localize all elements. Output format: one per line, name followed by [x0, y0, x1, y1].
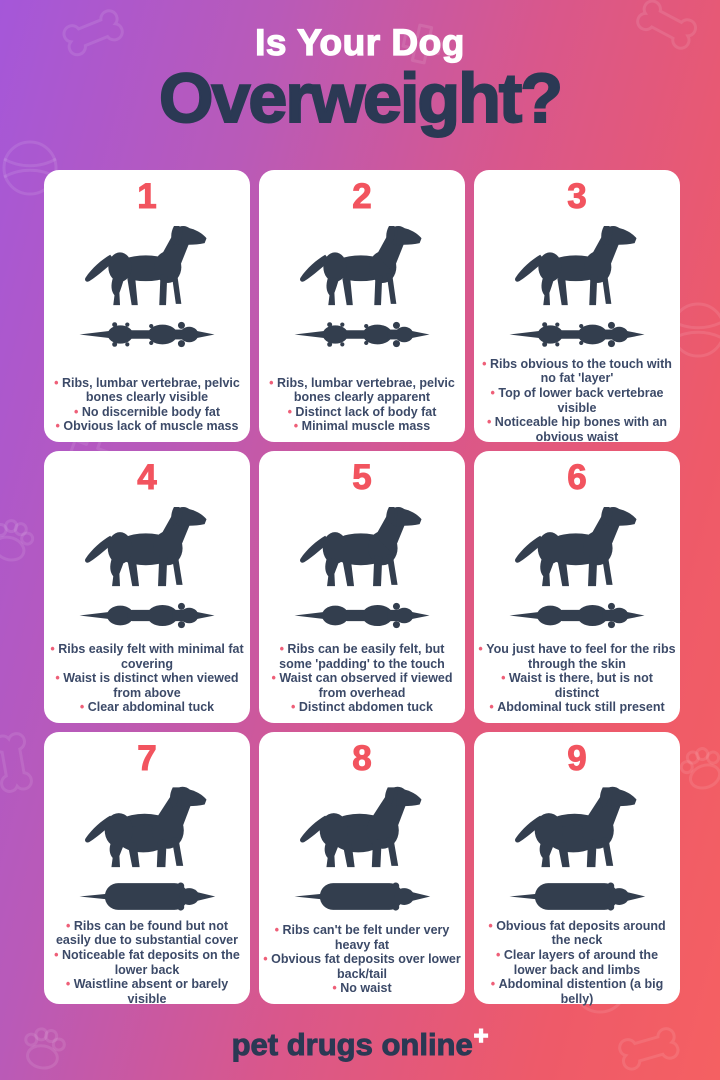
bullet-item: • Obvious fat deposits around the neck [478, 919, 676, 948]
score-number: 8 [352, 739, 372, 778]
bcs-card-9 [474, 732, 680, 1004]
dog-side-silhouette [501, 499, 653, 591]
score-number: 4 [137, 458, 157, 497]
bullet-item: • Waistline absent or barely visible [48, 977, 246, 1006]
title-line-1: Is Your Dog [255, 22, 465, 63]
bullet-item: • Minimal muscle mass [263, 419, 461, 434]
bullet-list [263, 376, 461, 435]
bullet-item: • Abdominal distention (a big belly) [478, 977, 676, 1006]
bullet-item: • Waist can observed if viewed from overhead [263, 671, 461, 700]
bcs-card-2 [259, 170, 465, 442]
bullet-item: • You just have to feel for the ribs through the skin [478, 642, 676, 671]
poster-header [0, 22, 720, 137]
dog-side-silhouette [71, 499, 223, 591]
bullet-item: • Distinct lack of body fat [263, 405, 461, 420]
bullet-list [48, 642, 246, 715]
dog-top-silhouette [286, 874, 438, 919]
bullet-item: • Ribs obvious to the touch with no fat 'layer' [478, 357, 676, 386]
dog-side-silhouette [501, 780, 653, 872]
dog-side-silhouette [286, 218, 438, 310]
bcs-card-1 [44, 170, 250, 442]
dog-top-silhouette [71, 312, 223, 357]
bullet-list [478, 642, 676, 715]
bullet-item: • Waist is distinct when viewed from above [48, 671, 246, 700]
score-number: 2 [352, 177, 372, 216]
score-number: 3 [567, 177, 587, 216]
dog-top-silhouette [286, 312, 438, 357]
dog-top-silhouette [286, 593, 438, 638]
bullet-item: • Abdominal tuck still present [478, 700, 676, 715]
dog-top-silhouette [501, 874, 653, 919]
bullet-item: • No discernible body fat [48, 405, 246, 420]
score-number: 7 [137, 739, 157, 778]
bullet-item: • Ribs can be found but not easily due to substantial cover [48, 919, 246, 948]
score-number: 9 [567, 739, 587, 778]
bullet-item: • Obvious fat deposits over lower back/tail [263, 952, 461, 981]
bcs-card-4 [44, 451, 250, 723]
dog-side-silhouette [286, 780, 438, 872]
dog-top-silhouette [501, 312, 653, 357]
dog-top-silhouette [71, 874, 223, 919]
dog-top-silhouette [71, 593, 223, 638]
dog-side-silhouette [286, 499, 438, 591]
bullet-item: • Distinct abdomen tuck [263, 700, 461, 715]
bullet-list [48, 919, 246, 1007]
bullet-list [263, 923, 461, 996]
bullet-item: • Waist is there, but is not distinct [478, 671, 676, 700]
bullet-item: • Top of lower back vertebrae visible [478, 386, 676, 415]
bcs-card-5 [259, 451, 465, 723]
dog-side-silhouette [71, 780, 223, 872]
bullet-list [48, 376, 246, 435]
bullet-list [478, 357, 676, 445]
bullet-item: • Clear layers of around the lower back and limbs [478, 948, 676, 977]
bullet-list [478, 919, 676, 1007]
logo-text: pet drugs online [231, 1027, 473, 1062]
plus-icon: + [473, 1022, 489, 1050]
bullet-item: • Ribs, lumbar vertebrae, pelvic bones clearly apparent [263, 376, 461, 405]
page-title: Overweight? [159, 59, 561, 137]
dog-side-silhouette [501, 218, 653, 310]
bullet-item: • Obvious lack of muscle mass [48, 419, 246, 434]
bcs-card-8 [259, 732, 465, 1004]
dog-side-silhouette [71, 218, 223, 310]
brand-logo [0, 1022, 720, 1063]
bullet-item: • Noticeable hip bones with an obvious waist [478, 415, 676, 444]
bullet-item: • Ribs, lumbar vertebrae, pelvic bones clearly visible [48, 376, 246, 405]
bullet-item: • Ribs easily felt with minimal fat covering [48, 642, 246, 671]
bullet-item: • No waist [263, 981, 461, 996]
bullet-item: • Ribs can't be felt under very heavy fat [263, 923, 461, 952]
score-number: 1 [137, 177, 157, 216]
bullet-item: • Noticeable fat deposits on the lower back [48, 948, 246, 977]
bullet-item: • Clear abdominal tuck [48, 700, 246, 715]
dog-top-silhouette [501, 593, 653, 638]
score-number: 5 [352, 458, 372, 497]
bullet-item: • Ribs can be easily felt, but some 'padding' to the touch [263, 642, 461, 671]
bcs-card-7 [44, 732, 250, 1004]
score-card-grid [44, 170, 678, 1004]
score-number: 6 [567, 458, 587, 497]
bcs-card-6 [474, 451, 680, 723]
bullet-list [263, 642, 461, 715]
bcs-card-3 [474, 170, 680, 442]
